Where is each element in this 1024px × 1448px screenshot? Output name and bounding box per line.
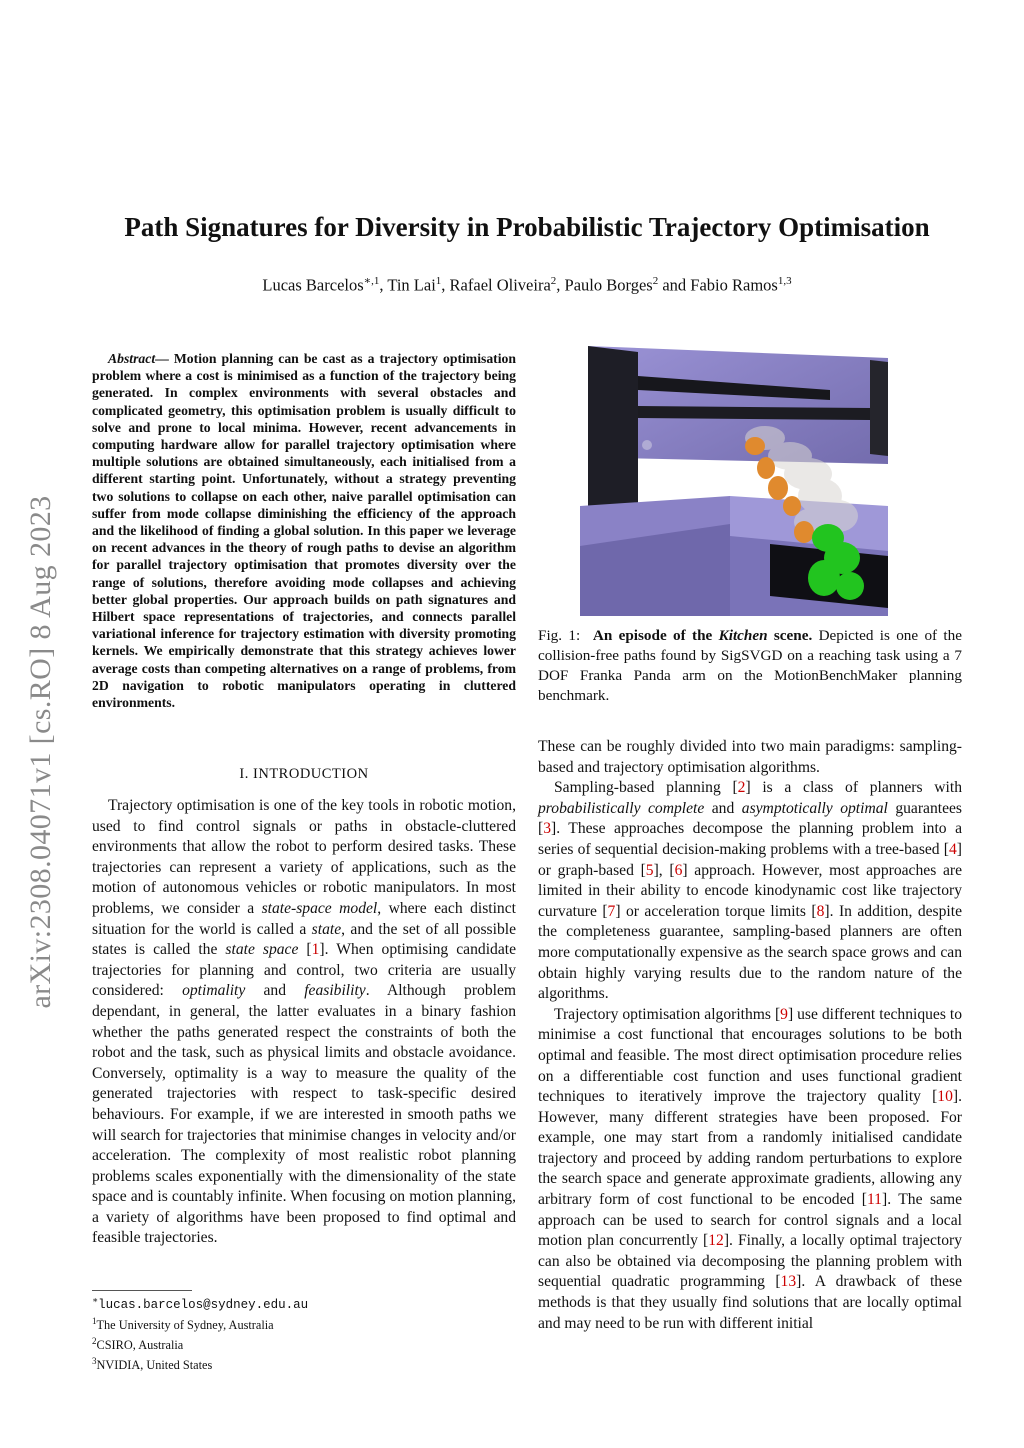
author-name: Fabio Ramos (690, 275, 778, 295)
citation-link[interactable]: 13 (780, 1273, 797, 1291)
intro-paragraph-4: Trajectory optimisation algorithms [9] use different techniques to minimise a cost functional that encourages solutions to be both optimal and feasible. The most direct optimisation procedure relies on a differentiable cost function and uses functional gradient techniques to iteratively improve the trajectory quality [10]. However, many different strategies have been proposed. For example, one may start from a randomly initialised candidate trajectory and proceed by adding random perturbations to explore the search space and generate approximate gradients, allowing any arbitrary form of cost functional to be encoded [11]. The same approach can be used to search for control signals and a local motion plan concurrently [12]. Finally, a locally optimal trajectory can also be obtained via decomposing the planning problem with sequential quadratic programming [13]. A drawback of these methods is that they usually find solutions that are locally optimal and may need to be run with different initial (538, 1005, 963, 1332)
footnote-affiliation: $^2$CSIRO, Australia (92, 1335, 184, 1352)
figure-caption-text: Depicted is one of the collision-free paths found by SigSVGD on a reaching task using a 7 DOF Franka Panda arm on the MotionBenchMaker planning benchmark. (538, 627, 962, 704)
intro-paragraph-1: Trajectory optimisation is one of the key tools in robotic motion, used to find control signals or paths in obstacle-cluttered environments that allow the robot to perform desired tasks. These trajectories can represent a variety of applications, such as the motion of autonomous vehicles or robotic manipulators. In most problems, we consider a state-space model, where each distinct situation for the world is called a state, and the set of all possible states is called the state space [1]. When optimising candidate trajectories for planning and control, two criteria are usually considered: optimality and feasibility. Although problem dependant, in general, the latter evaluates in a binary fashion whether the paths generated respect the constraints of both the robot and the task, such as physical limits and obstacle avoidance. Conversely, optimality is a way to measure the quality of the generated trajectories with respect to task-specific desired behaviours. For example, if we are interested in smooth paths we will search for trajectories that minimise changes in velocity and/or acceleration. The complexity of most realistic robot planning problems scales exponentially with the dimensionality of the state space and is countably infinite. When focusing on motion planning, a variety of algorithms have been proposed to find optimal and feasible trajectories. (92, 797, 517, 1247)
middle-shelf (638, 406, 870, 420)
author-name: Lucas Barcelos (262, 275, 364, 295)
cabinet-right-door (870, 360, 888, 456)
footnote-affiliation: $^3$NVIDIA, United States (92, 1355, 213, 1372)
figure-caption (538, 626, 962, 706)
arxiv-sidebar (18, 452, 64, 1052)
figure-caption-title: An episode of the Kitchen scene. (592, 627, 813, 644)
footnote-rule (92, 1290, 192, 1291)
cabinet-knob (642, 440, 652, 450)
author-name: Rafael Oliveira (449, 275, 551, 295)
author-affiliation: 1,3 (777, 275, 792, 287)
footnote-email: ∗lucas.barcelos@sydney.edu.au (92, 1295, 309, 1313)
footnote-affiliation: $^1$The University of Sydney, Australia (92, 1315, 274, 1332)
abstract-label: Abstract (108, 351, 156, 366)
arxiv-id: arXiv:2308.04071v1 [cs.RO] 8 Aug 2023 (24, 495, 57, 1009)
citation-link[interactable]: 5 (645, 861, 654, 879)
citation-link[interactable]: 12 (708, 1232, 724, 1250)
citation-link[interactable]: 9 (780, 1005, 788, 1023)
citation-link[interactable]: 6 (674, 861, 683, 879)
abstract: Abstract— Motion planning can be cast as a trajectory optimisation problem where a cost is minimised as a function of the trajectory being generated. In complex environments with several obstacles and complicated geometry, this optimisation problem is usually difficult to solve and prone to local minima. However, recent advancements in computing hardware allow for parallel trajectory optimisation where multiple solutions are obtained simultaneously, each initialised from a different starting point. Unfortunately, without a strategy preventing two solutions to collapse on each other, naive parallel optimisation can suffer from mode collapse diminishing the efficiency of the approach and the likelihood of finding a global solution. In this paper we leverage on recent advances in the theory of rough paths to devise an algorithm for parallel trajectory optimisation that promotes diversity over the range of solutions, therefore avoiding mode collapses and achieving better global properties. Our approach builds on path signatures and Hilbert space representations of trajectories, and connects parallel variational inference for trajectory estimation with diversity promoting kernels. We empirically demonstrate that this strategy achieves lower average costs than competing alternatives on a range of problems, from 2D navigation to robotic manipulators operating in cluttered environments. (92, 351, 516, 711)
author-affiliation: ∗,1 (363, 275, 380, 287)
citation-link[interactable]: 11 (866, 1191, 882, 1209)
author-affiliation: 2 (652, 275, 659, 287)
citation-link[interactable]: 3 (543, 820, 551, 838)
citation-link[interactable]: 7 (607, 902, 616, 920)
author-affiliation: 1 (435, 275, 442, 287)
author-name: Tin Lai (387, 275, 436, 295)
citation-link[interactable]: 4 (949, 840, 957, 858)
citation-link[interactable]: 8 (816, 902, 825, 920)
kitchen-scene-illustration (580, 346, 888, 616)
citation-link[interactable]: 10 (937, 1088, 953, 1106)
intro-column-right (538, 737, 962, 1334)
paper-title: Path Signatures for Diversity in Probabilistic Trajectory Optimisation (124, 212, 930, 242)
intro-paragraph-3: Sampling-based planning [2] is a class of planners with probabilistically complete and asymptotically optimal guarantees [3]. These approaches decompose the planning problem into a series of sequential decision-making problems with a tree-based [4] or graph-based [5], [6] approach. However, most approaches are limited in their ability to encode kinodynamic cost like trajectory curvature [7] or acceleration torque limits [8]. In addition, despite the completeness guarantee, sampling-based planners are often more computationally expensive as the search space grows and can obtain highly varying results due to the random nature of the algorithms. (538, 779, 962, 1003)
citation-link[interactable]: 1 (311, 941, 320, 959)
intro-paragraph-2: These can be roughly divided into two main paradigms: sampling-based and trajectory optimisation algorithms. (538, 738, 962, 776)
section-number: I. (239, 766, 249, 782)
section-heading (92, 766, 516, 783)
citation-link[interactable]: 2 (737, 779, 746, 797)
author-affiliation: 2 (550, 275, 557, 287)
abstract-text: Motion planning can be cast as a trajectory optimisation problem where a cost is minimised as a function of the trajectory being generated. In complex environments with several obstacles and complicated geometry, this optimisation problem is usually difficult to solve and prone to local minima. However, recent advancements in computing hardware allow for parallel trajectory optimisation where multiple solutions are obtained simultaneously, each initialised from a different starting point. Unfortunately, without a strategy preventing two solutions to collapse on each other, naive parallel optimisation can suffer from mode collapse diminishing the efficiency of the approach and the likelihood of finding a global solution. In this paper we leverage on recent advances in the theory of rough paths to devise an algorithm for parallel trajectory optimisation that promotes diversity over the range of solutions, therefore avoiding mode collapses and achieving better global properties. Our approach builds on path signatures and Hilbert space representations of trajectories, and connects parallel variational inference for trajectory estimation with diversity promoting kernels. We empirically demonstrate that this strategy achieves lower average costs than competing alternatives on a range of problems, from 2D navigation to robotic manipulators operating in cluttered environments. (92, 351, 516, 711)
figure-label: Fig. 1: (538, 627, 581, 644)
author-name: Paulo Borges (564, 275, 653, 295)
footnotes (92, 1290, 308, 1374)
section-title: INTRODUCTION (253, 766, 369, 782)
kitchen-scene-figure (580, 346, 888, 616)
intro-column-left (92, 796, 516, 1249)
author-list: Lucas Barcelos$^{∗,1}$, Tin Lai$^1$, Rafael Oliveira$^2$, Paulo Borges$^2$ and Fabio Ramos$^{1,3}$ (262, 275, 792, 295)
